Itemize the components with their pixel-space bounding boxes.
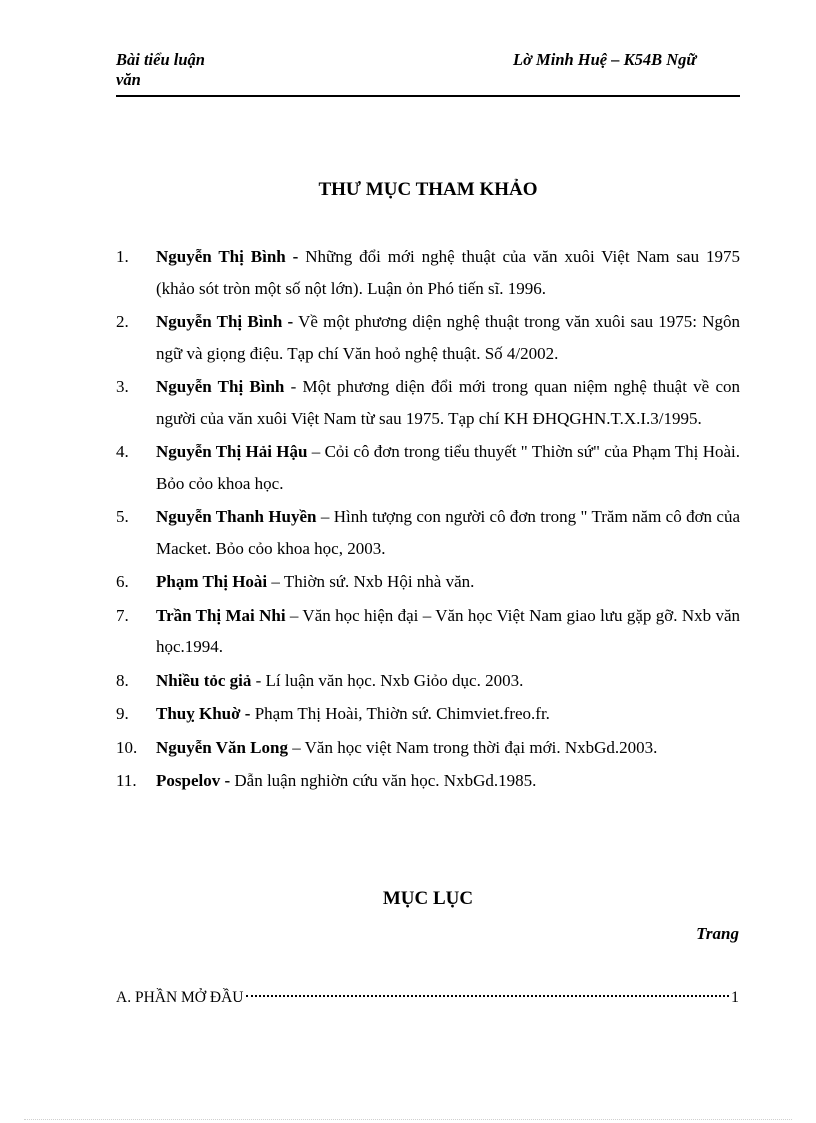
bibliography-item <box>116 501 740 564</box>
toc-title: MỤC LỤC <box>382 888 474 909</box>
bibliography-item-author: Nguyễn Thị Hải Hậu <box>156 442 308 461</box>
bibliography-item-author: Nguyễn Thị Bình <box>156 377 285 396</box>
bibliography-item-author: Nguyễn Thị Bình - <box>156 312 294 331</box>
bibliography-item <box>116 600 740 663</box>
header-right-text: Lờ Minh Huệ – K54B Ngữ <box>513 50 697 69</box>
bibliography-item-number: 2. <box>116 312 129 331</box>
bibliography-item-text: Những đổi mới nghệ thuật của văn xuôi Việt Nam sau 1975 (khảo sót tròn một số nột lớn). Luận ỏn Phó tiến sĩ. 1996. <box>156 247 740 298</box>
toc-page-heading: Trang <box>696 924 739 943</box>
bibliography-list <box>116 241 740 799</box>
bibliography-item-number: 4. <box>116 442 129 461</box>
bibliography-item-author: Trần Thị Mai Nhi <box>156 605 286 625</box>
bibliography-item-number: 6. <box>116 572 129 591</box>
toc-entry-label: A. PHẦN MỞ ĐẦU <box>116 989 244 1006</box>
bibliography-item-author: Nguyễn Thanh Huyền <box>156 507 317 526</box>
bibliography-item-text: Dẫn luận nghiờn cứu văn học. NxbGd.1985. <box>230 771 537 790</box>
bibliography-item <box>116 665 740 697</box>
bibliography-item-number: 10. <box>116 737 138 757</box>
toc-entry-page: 1 <box>731 989 739 1006</box>
bibliography-item <box>116 306 740 369</box>
bibliography-item-text: – Văn học hiện đại – Văn học Việt Nam giao lưu gặp gỡ. Nxb văn học.1994. <box>156 605 740 656</box>
bibliography-item-text: – Hình tượng con người cô đơn trong " Trăm năm cô đơn của Macket. Bỏo cỏo khoa học, 2003. <box>156 507 740 558</box>
bibliography-item-text: - Một phương diện đổi mới trong quan niệm nghệ thuật về con người của văn xuôi Việt Nam từ sau 1975. Tạp chí KH ĐHQGHN.T.X.I.3/1995. <box>156 377 740 428</box>
toc-entry[interactable] <box>116 986 739 1010</box>
bibliography-item-author: Thuỵ Khuờ - <box>156 704 251 723</box>
bibliography-item <box>116 765 740 797</box>
bibliography-title: THƯ MỤC THAM KHẢO <box>318 179 538 200</box>
bibliography-item-number: 8. <box>116 670 129 690</box>
bibliography-item <box>116 698 740 730</box>
bibliography-item-number: 1. <box>116 247 129 266</box>
bibliography-item-text: – Văn học việt Nam trong thời đại mới. NxbGd.2003. <box>287 737 658 757</box>
bibliography-item-text: Phạm Thị Hoài, Thiờn sứ. Chimviet.freo.fr. <box>250 704 550 723</box>
bibliography-item-author: Nhiều tỏc giả <box>156 670 252 690</box>
bibliography-item-author: Nguyễn Văn Long <box>156 737 288 757</box>
bibliography-item <box>116 436 740 499</box>
header-left-text: Bài tiểu luận văn <box>116 50 205 89</box>
bibliography-item-author: Nguyễn Thị Bình - <box>156 247 299 266</box>
bibliography-item-number: 7. <box>116 605 129 625</box>
bibliography-item <box>116 371 740 434</box>
toc-dot-leader <box>246 995 729 997</box>
bibliography-item-number: 11. <box>116 771 137 790</box>
bibliography-item <box>116 241 740 304</box>
bibliography-item-text: – Thiờn sứ. Nxb Hội nhà văn. <box>267 572 475 591</box>
bibliography-item-number: 3. <box>116 377 129 396</box>
page-header <box>116 50 740 97</box>
bibliography-item <box>116 732 740 764</box>
page-bottom-divider <box>24 1119 792 1120</box>
bibliography-item <box>116 566 740 598</box>
bibliography-item-text: Về một phương diện nghệ thuật trong văn xuôi sau 1975: Ngôn ngữ và giọng điệu. Tạp chí Văn hoỏ nghệ thuật. Số 4/2002. <box>156 312 740 363</box>
bibliography-item-number: 9. <box>116 704 129 723</box>
bibliography-item-number: 5. <box>116 507 129 526</box>
bibliography-item-text: – Cỏi cô đơn trong tiểu thuyết " Thiờn sứ" của Phạm Thị Hoài. Bỏo cỏo khoa học. <box>156 442 740 493</box>
bibliography-item-author: Phạm Thị Hoài <box>156 572 268 591</box>
bibliography-item-text: - Lí luận văn học. Nxb Giỏo dục. 2003. <box>251 670 524 690</box>
bibliography-item-author: Pospelov - <box>156 771 231 790</box>
